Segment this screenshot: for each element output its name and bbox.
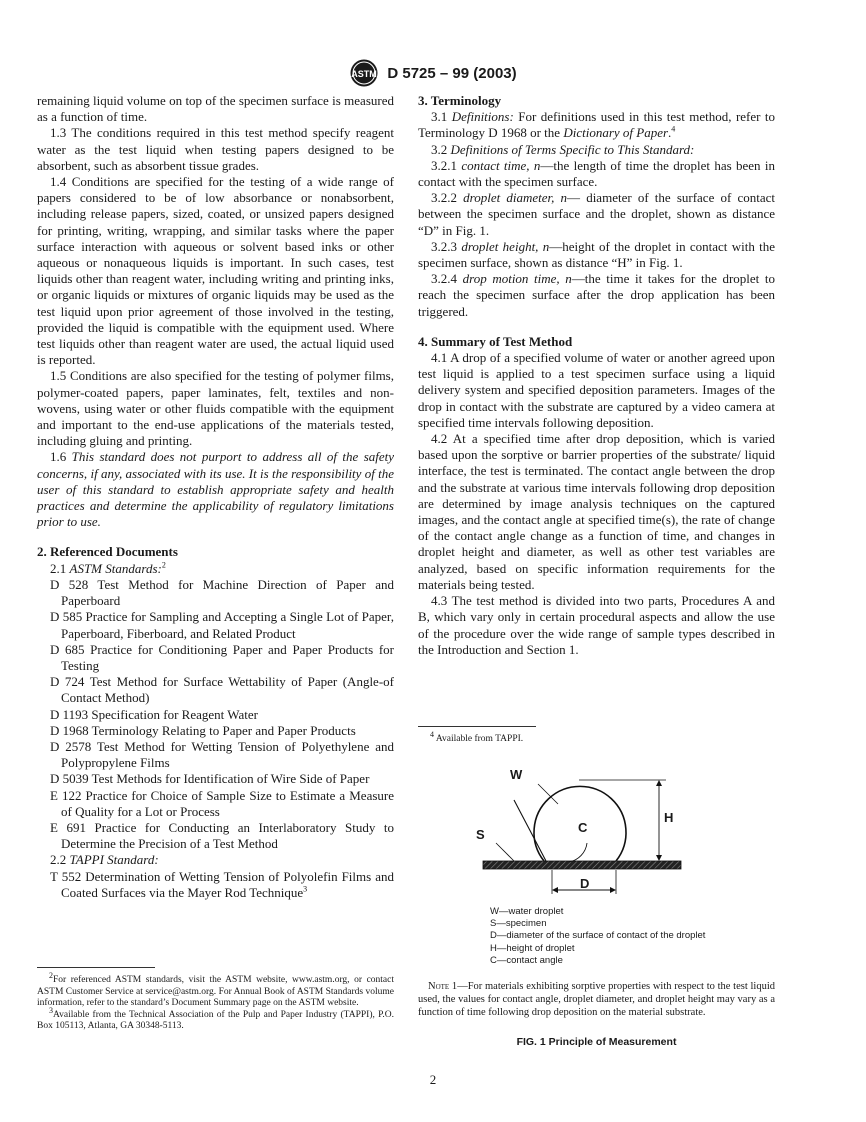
definition-text: —the time it takes for the droplet to reach the specimen surface after the drop application has been triggered. xyxy=(418,271,775,319)
definition-term: droplet diameter, n xyxy=(463,190,568,206)
footnote-4-marker: 4 xyxy=(430,729,434,739)
footnote-ref-3: 3 xyxy=(303,884,308,894)
paragraph-1-4: 1.4 Conditions are specified for the testing of a wide range of papers considered to be of low absorbance or nonabsorbent, including release papers, sized, coated, or unsized papers designed for printing, writing, wrapping, and similar tasks where the paper surface interaction with aqueous or solvent based inks or other aqueous or nonaqueous liquids is important. In such cases, test liquids other than reagent water, including writing and printing inks, or organic liquids or mixtures of organic liquids may be used as the test liquid upon prior agreement of those involved in the testing, provided the liquid is compatible with the equipment used. Where test liquids other than reagent water are used, the actual liquid used is reported. xyxy=(37,174,394,368)
s3-2-number: 3.2 xyxy=(431,141,448,157)
subsection-2-2 xyxy=(37,852,394,868)
footnote-rule-left xyxy=(37,967,155,968)
definition-number: 3.2.3 xyxy=(431,238,457,254)
legend-item: W—water droplet xyxy=(490,906,564,917)
legend-item: D—diameter of the surface of contact of the droplet xyxy=(490,930,706,942)
label-d: D xyxy=(580,876,590,891)
paragraph-4-2: 4.2 At a specified time after drop deposition, which is varied based upon the sorptive or barrier properties of the substrate/ liquid interface, the test is terminated. The contact angle between the drop and the substrate at various time intervals following drop deposition are determined by image analysis techniques on the captured images, and the contact angle at specified time(s), the rate of change of the contact angle change as a function of time, and changes in droplet height and diameter, as well as other test variables are analyzed, based on specific information requirements for the materials being tested. xyxy=(418,431,775,592)
legend-item: S—specimen xyxy=(490,918,547,930)
reference-item: D 528 Test Method for Machine Direction of Paper and Paperboard xyxy=(50,576,394,609)
page-number: 2 xyxy=(429,1072,437,1087)
definition-4 xyxy=(418,271,775,320)
s2-2-title: TAPPI Standard: xyxy=(69,852,159,868)
s3-1-term: Definitions: xyxy=(451,109,514,125)
s3-1-number: 3.1 xyxy=(431,109,448,125)
subsection-3-2 xyxy=(418,142,775,158)
s3-1-end: . xyxy=(668,125,672,141)
safety-statement: This standard does not purport to address all of the safety concerns, if any, associated with its use. It is the responsibility of the user of this standard to establish appropriate safety and health practices and determine the applicability of regulatory limitations prior to use. xyxy=(37,449,395,530)
contact-angle-arc xyxy=(569,843,587,862)
figure-caption: FIG. 1 Principle of Measurement xyxy=(516,1036,677,1048)
label-w: W xyxy=(510,767,523,782)
tappi-reference: T 552 Determination of Wetting Tension of Polyolefin Films and Coated Surfaces via the Mayer Rod Technique xyxy=(50,868,394,900)
footnote-3 xyxy=(37,1005,394,1033)
paragraph-1-6 xyxy=(37,449,394,530)
label-s: S xyxy=(476,827,485,842)
reference-item: D 685 Practice for Conditioning Paper and Paper Products for Testing xyxy=(50,641,394,673)
footnotes-left xyxy=(37,970,394,1033)
s-leader xyxy=(496,843,514,861)
footnote-rule-right xyxy=(418,726,536,727)
definition-text: —height of the droplet in contact with the specimen surface, shown as distance “H” in Fig. 1. xyxy=(418,238,776,271)
definition-number: 3.2.2 xyxy=(431,190,457,206)
definition-term: contact time, n xyxy=(461,157,541,173)
figure-1-diagram xyxy=(476,764,686,904)
note-text: —For materials exhibiting sorptive properties with respect to the test liquid used, the values for contact angle, droplet diameter, and droplet height may vary as a function of time following drop deposition on the material substrate. xyxy=(418,981,775,1018)
footnote-2 xyxy=(37,970,394,1010)
legend-item: H—height of droplet xyxy=(490,942,575,954)
tangent-line xyxy=(514,800,546,861)
definition-number: 3.2.4 xyxy=(431,271,457,287)
definition-term: drop motion time, n xyxy=(462,271,572,287)
s3-1-text: For definitions used in this test method, refer to Terminology D 1968 or the xyxy=(418,109,776,141)
s2-1-number: 2.1 xyxy=(50,560,67,576)
s3-2-term: Definitions of Terms Specific to This Standard: xyxy=(450,141,695,157)
paragraph-4-3: 4.3 The test method is divided into two parts, Procedures A and B, which vary only in certain procedural aspects and allow the use of the procedure over the wide range of sample types described in the Introduction and Section 1. xyxy=(418,593,775,657)
reference-item: E 691 Practice for Conducting an Interlaboratory Study to Determine the Precision of a Test Method xyxy=(50,819,394,852)
definition-1 xyxy=(418,158,775,190)
definition-term: droplet height, n xyxy=(461,238,550,254)
reference-item: D 1193 Specification for Reagent Water xyxy=(50,706,258,722)
section-4-title: 4. Summary of Test Method xyxy=(418,333,573,349)
s2-2-number: 2.2 xyxy=(50,852,67,868)
footnote-ref-2: 2 xyxy=(161,560,166,570)
dictionary-of-paper: Dictionary of Paper xyxy=(563,125,669,141)
paragraph-4-1: 4.1 A drop of a specified volume of water or another agreed upon test liquid is applied to a test specimen surface using a liquid delivery system and specified deposition parameters. Images of the drop in contact with the substrate are captured by a video camera at specified time intervals following deposition. xyxy=(418,350,775,430)
s2-1-title: ASTM Standards: xyxy=(69,560,162,576)
astm-reference-list xyxy=(37,577,394,852)
reference-item: D 585 Practice for Sampling and Accepting a Single Lot of Paper, Paperboard, Fiberboard, and Related Product xyxy=(50,609,394,641)
footnote-marker: 2 xyxy=(49,970,53,980)
reference-item: D 724 Test Method for Surface Wettability of Paper (Angle-of Contact Method) xyxy=(50,674,394,706)
left-column xyxy=(37,93,394,901)
paragraph-1-3: 1.3 The conditions required in this test method specify reagent water as the test liquid when testing papers designed to be absorbent, such as absorbent tissue grades. xyxy=(37,125,394,173)
label-c: C xyxy=(578,820,588,835)
right-column xyxy=(418,93,775,658)
section-3-title: 3. Terminology xyxy=(418,93,502,108)
paragraph-1-5: 1.5 Conditions are also specified for the testing of polymer films, polymer-coated papers, paper laminates, felt, textiles and non-wovens, using water or other fluids compatible with the equipment and important to the end-use applications of the materials tested, including gluing and printing. xyxy=(37,368,394,449)
definition-2 xyxy=(418,190,775,239)
section-2-title: 2. Referenced Documents xyxy=(37,544,178,560)
footnote-ref-4: 4 xyxy=(671,125,676,135)
page-header xyxy=(0,58,866,88)
reference-item: D 5039 Test Methods for Identification of Wire Side of Paper xyxy=(50,771,370,787)
standard-designation: D 5725 – 99 (2003) xyxy=(387,64,517,82)
specimen-substrate xyxy=(483,861,681,869)
subsection-2-1 xyxy=(37,561,394,577)
footnote-4-text: Available from TAPPI. xyxy=(435,734,524,744)
label-h: H xyxy=(664,810,674,825)
p-1-6-number: 1.6 xyxy=(50,449,67,465)
astm-logo-icon xyxy=(349,58,379,88)
reference-item xyxy=(50,869,394,901)
svg-text:ASTM: ASTM xyxy=(351,69,378,79)
footnote-4 xyxy=(418,729,775,746)
definition-text: — diameter of the surface of contact between the specimen surface and the droplet, shown as distance “D” in Fig. 1. xyxy=(418,190,776,238)
reference-item: E 122 Practice for Choice of Sample Size to Estimate a Measure of Quality for a Lot or Process xyxy=(50,787,394,819)
figure-legend xyxy=(490,906,705,967)
legend-item: C—contact angle xyxy=(490,954,563,966)
definition-text: —the length of time the droplet has been in contact with the specimen surface. xyxy=(418,157,775,190)
definition-3 xyxy=(418,239,775,271)
footnote-text: Available from the Technical Association of the Pulp and Paper Industry (TAPPI), P.O. Box 105113, Atlanta, GA 30348-5113. xyxy=(37,1009,394,1031)
definitions-list xyxy=(418,158,775,320)
footnote-marker: 3 xyxy=(49,1005,53,1015)
reference-item: D 1968 Terminology Relating to Paper and Paper Products xyxy=(50,722,356,738)
figure-note xyxy=(418,980,775,1019)
subsection-3-1 xyxy=(418,109,775,141)
definition-number: 3.2.1 xyxy=(431,157,457,173)
paragraph-continued: remaining liquid volume on top of the specimen surface is measured as a function of time. xyxy=(37,93,394,125)
reference-item: D 2578 Test Method for Wetting Tension of Polyethylene and Polypropylene Films xyxy=(50,738,394,771)
footnote-text: For referenced ASTM standards, visit the ASTM website, www.astm.org, or contact ASTM Customer Service at service@astm.org. For Annual Book of ASTM Standards volume information, refer to the standard’s Document Summary page on the ASTM website. xyxy=(37,975,394,1008)
note-label: Note 1 xyxy=(428,981,458,992)
